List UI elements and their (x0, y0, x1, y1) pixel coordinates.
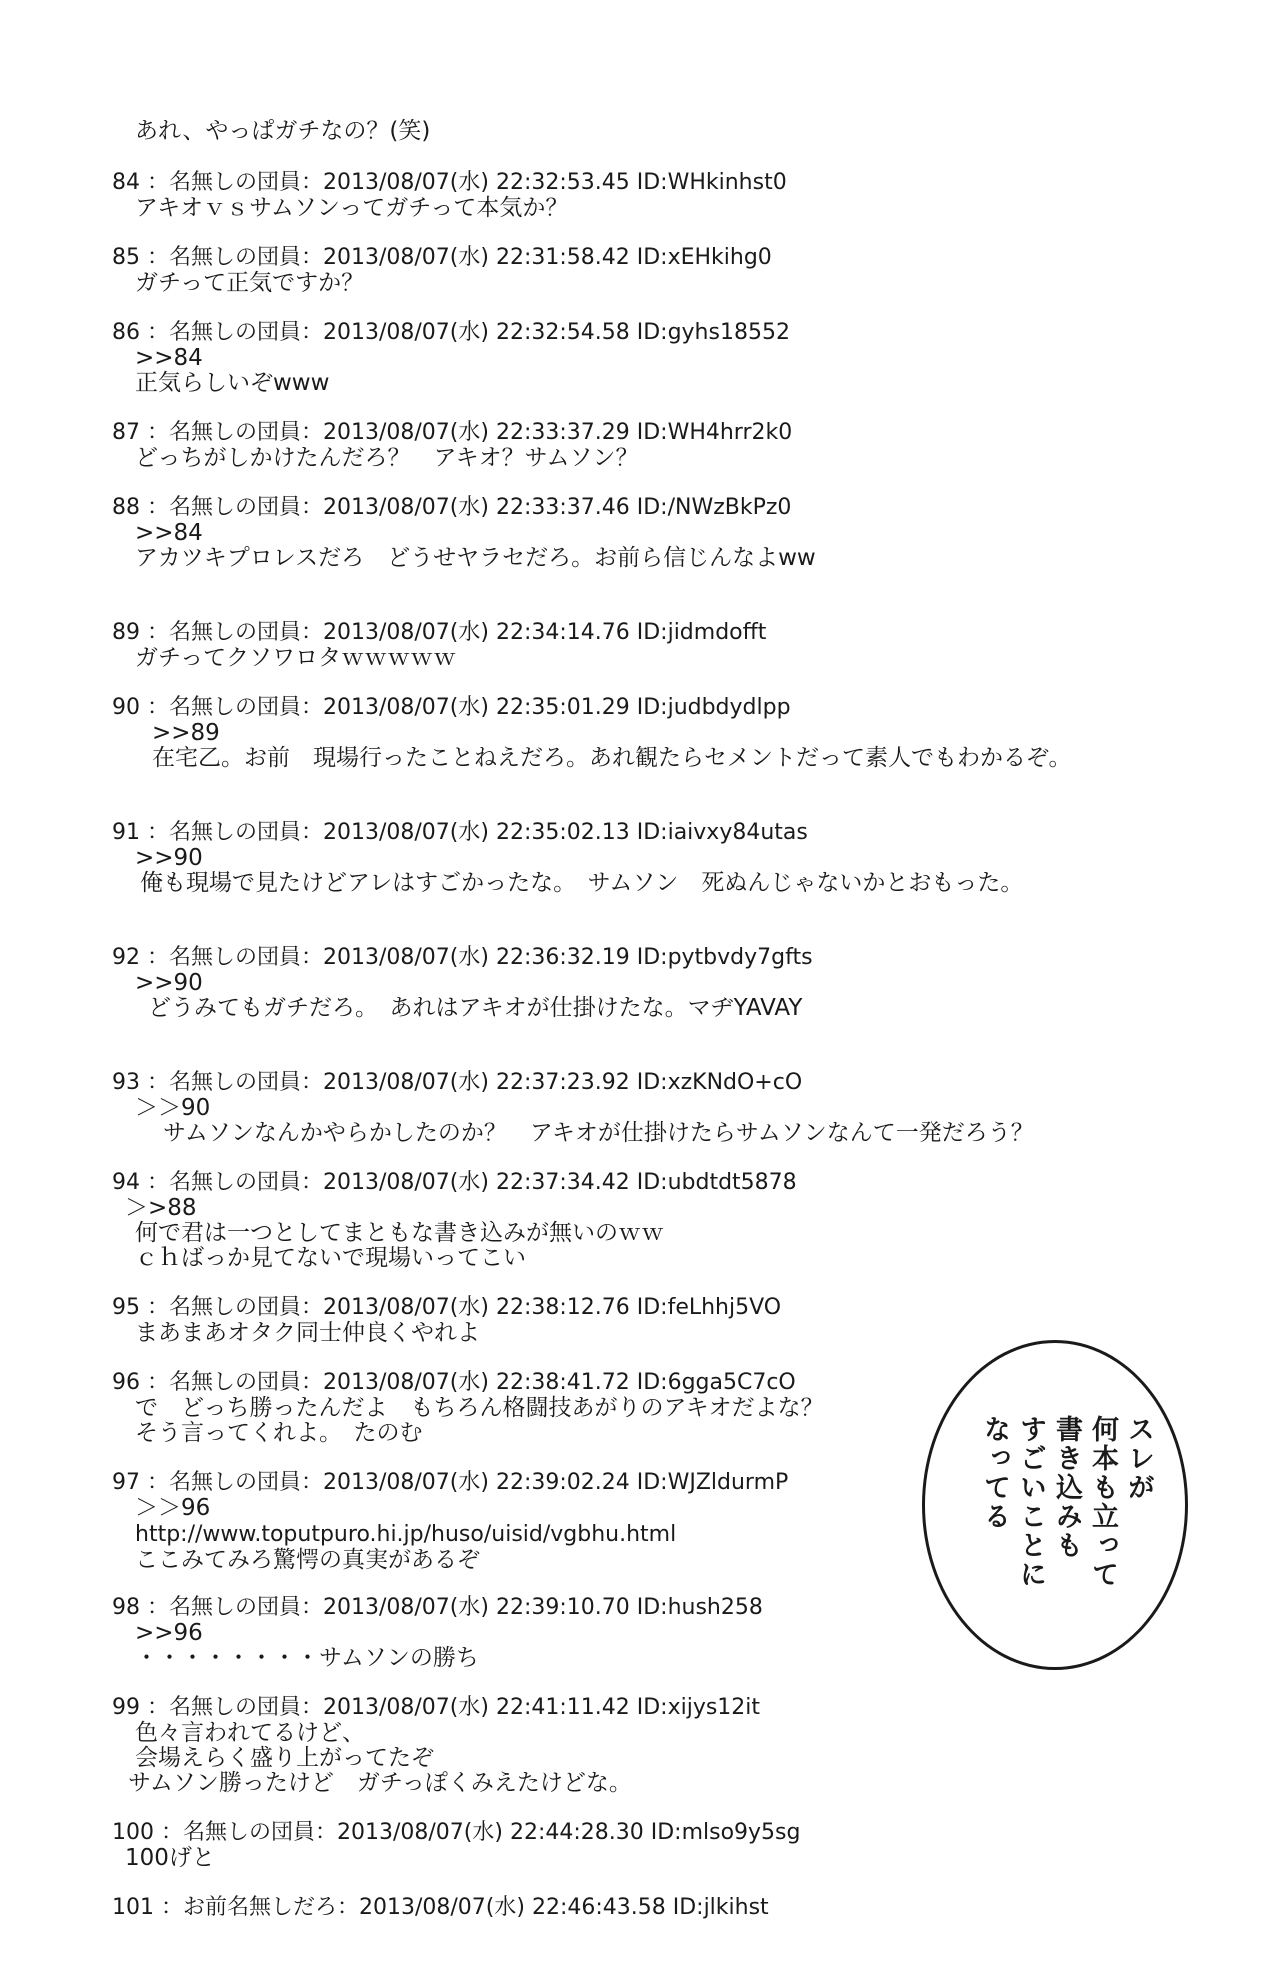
post-98-header: 98 ：名無しの団員：2013/08/07(水) 22:39:10.70 ID:hush258 (112, 1595, 763, 1620)
post-100-body: 100げと (125, 1845, 215, 1871)
post-85-body: ガチって正気ですか？ (135, 270, 365, 296)
post-84-body: アキオｖｓサムソンってガチって本気か？ (135, 195, 569, 221)
post-84-header: 84 ：名無しの団員：2013/08/07(水) 22:32:53.45 ID:WHkinhst0 (112, 170, 787, 195)
post-89-body: ガチってクソワロタｗｗｗｗｗ (135, 645, 457, 671)
bubble-text-column-1: スレが (1123, 1415, 1154, 1502)
post-93-header: 93 ：名無しの団員：2013/08/07(水) 22:37:23.92 ID:xzKNdO+cO (112, 1070, 803, 1095)
post-89-header: 89 ：名無しの団員：2013/08/07(水) 22:34:14.76 ID:jidmdofft (112, 620, 767, 645)
post-99-header: 99 ：名無しの団員：2013/08/07(水) 22:41:11.42 ID:xijys12it (112, 1695, 761, 1720)
post-91-body: 俺も現場で見たけどアレはすごかったな。 サムソン 死ぬんじゃないかとおもった。 (140, 870, 1024, 896)
post-94-reply: ＞>88 (125, 1195, 197, 1221)
post-101-header: 101 ：お前名無しだろ：2013/08/07(水) 22:46:43.58 ID:jlkihst (112, 1895, 769, 1920)
post-99-body-3: サムソン勝ったけど ガチっぽくみえたけどな。 (128, 1770, 632, 1796)
post-94-header: 94 ：名無しの団員：2013/08/07(水) 22:37:34.42 ID:ubdtdt5878 (112, 1170, 797, 1195)
post-88-body: アカツキプロレスだろ どうせヤラセだろ。お前ら信じんなよww (135, 545, 816, 571)
post-90-header: 90 ：名無しの団員：2013/08/07(水) 22:35:01.29 ID:judbdydlpp (112, 695, 791, 720)
post-97-reply: ＞＞96 (135, 1495, 211, 1521)
post-88-header: 88 ：名無しの団員：2013/08/07(水) 22:33:37.46 ID:/NWzBkPz0 (112, 495, 792, 520)
post-92-reply: >>90 (135, 970, 203, 996)
post-98-reply: >>96 (135, 1620, 203, 1646)
post-92-header: 92 ：名無しの団員：2013/08/07(水) 22:36:32.19 ID:pytbvdy7gfts (112, 945, 813, 970)
post-94-body-2: ｃｈばっか見てないで現場いってこい (135, 1245, 526, 1271)
bubble-text-column-4: すごいことに (1015, 1415, 1046, 1589)
post-100-header: 100 ：名無しの団員：2013/08/07(水) 22:44:28.30 ID:mlso9y5sg (112, 1820, 801, 1845)
post-88-reply: >>84 (135, 520, 203, 546)
post-87-body: どっちがしかけたんだろ？ アキオ？サムソン？ (135, 445, 639, 471)
post-86-reply: >>84 (135, 345, 203, 371)
post-97-header: 97 ：名無しの団員：2013/08/07(水) 22:39:02.24 ID:WJZldurmP (112, 1470, 789, 1495)
bubble-text-column-2: 何本も立って (1087, 1415, 1118, 1589)
post-96-body-2: そう言ってくれよ。 たのむ (135, 1420, 423, 1446)
bubble-text-column-5: なってる (979, 1415, 1010, 1531)
speech-bubble (922, 1340, 1188, 1670)
post-97-body: ここみてみろ驚愕の真実があるぞ (135, 1547, 480, 1573)
post-95-body: まあまあオタク同士仲良くやれよ (135, 1320, 480, 1346)
post-85-header: 85 ：名無しの団員：2013/08/07(水) 22:31:58.42 ID:xEHkihg0 (112, 245, 772, 270)
post-99-body-1: 色々言われてるけど、 (135, 1720, 365, 1746)
post-92-body: どうみてもガチだろ。 あれはアキオが仕掛けたな。マヂYAVAY (148, 995, 803, 1021)
bubble-text-column-3: 書き込みも (1051, 1415, 1082, 1560)
post-90-body: 在宅乙。お前 現場行ったことねえだろ。あれ観たらセメントだって素人でもわかるぞ。 (152, 745, 1072, 771)
post-96-body-1: で どっち勝ったんだよ もちろん格闘技あがりのアキオだよな？ (135, 1395, 824, 1421)
post-93-body: サムソンなんかやらかしたのか？ アキオが仕掛けたらサムソンなんて一発だろう？ (163, 1120, 1034, 1146)
post-90-reply: >>89 (152, 720, 220, 746)
post-83-body: あれ、やっぱガチなの？(笑) (135, 118, 431, 144)
post-97-url: http://www.toputpuro.hi.jp/huso/uisid/vgbhu.html (135, 1522, 677, 1547)
post-99-body-2: 会場えらく盛り上がってたぞ (135, 1745, 434, 1771)
post-94-body-1: 何で君は一つとしてまともな書き込みが無いのｗｗ (135, 1220, 664, 1246)
post-96-header: 96 ：名無しの団員：2013/08/07(水) 22:38:41.72 ID:6gga5C7cO (112, 1370, 796, 1395)
post-86-header: 86 ：名無しの団員：2013/08/07(水) 22:32:54.58 ID:gyhs18552 (112, 320, 790, 345)
post-86-body: 正気らしいぞwww (135, 370, 330, 396)
post-93-reply: ＞＞90 (135, 1095, 211, 1121)
post-98-body: ・・・・・・・・サムソンの勝ち (135, 1645, 479, 1671)
post-95-header: 95 ：名無しの団員：2013/08/07(水) 22:38:12.76 ID:feLhhj5VO (112, 1295, 782, 1320)
post-91-reply: >>90 (135, 845, 203, 871)
post-87-header: 87 ：名無しの団員：2013/08/07(水) 22:33:37.29 ID:WH4hrr2k0 (112, 420, 793, 445)
post-91-header: 91 ：名無しの団員：2013/08/07(水) 22:35:02.13 ID:iaivxy84utas (112, 820, 808, 845)
